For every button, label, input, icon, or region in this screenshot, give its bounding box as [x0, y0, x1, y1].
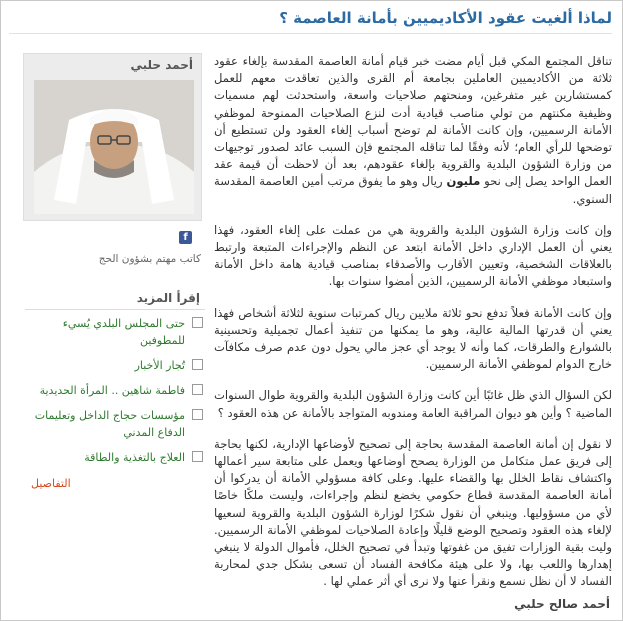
read-more-list	[23, 315, 203, 474]
read-more-item[interactable]: العلاج بالتغذية والطاقة	[23, 449, 203, 466]
read-more-item[interactable]: فاطمة شاهين .. المرأة الحديدية	[23, 382, 203, 399]
read-more-heading: إقرأ المزيد	[136, 291, 200, 305]
author-box	[23, 53, 202, 221]
author-name: أحمد حلبي	[130, 58, 193, 72]
author-sidebar	[23, 53, 202, 221]
checkbox-icon	[192, 359, 203, 370]
paragraph-5: لا نقول إن أمانة العاصمة المقدسة بحاجة إلى تصحيح لأوضاعها الإدارية، لكنها بحاجة إلى فريق عمل متكامل من الوزارة يصحح أوضاعها ويعمل على متابعة سير أعمالها واكتشاف نقاط الخلل بها والقضاء عليها. وعلى كافة مسؤولي الأمانة أن يدركوا أن أمانة العاصمة المقدسة قطاع حكومي يخضع لنظم وإجراءات، وليست ملكًا خاصًا لأي من مسؤوليها. وينبغي أن نقول شكرًا لوزارة الشؤون البلدية والقروية لسعيها لإلغاء هذه العقود وتصحيح الوضع قليلًا وإعادة الصلاحيات لموظفي الأمانة الرسميين. وليت بقية الوزارات تفيق من غفوتها وتبدأ في تصحيح الخلل، فأموال الدولة لا ينبغي إهدارها واللعب بها، ولا على هيئة مكافحة الفساد أن تسعى بشكل جدي لمحاربة الفساد لا أن نظل نسمع ونقرأ عنها ولا نرى أي أثر عملي لها .	[214, 436, 612, 589]
author-caption: كاتب مهتم بشؤون الحج	[98, 253, 201, 265]
article-body	[214, 53, 612, 605]
checkbox-icon	[192, 317, 203, 328]
amount-bold: مليون	[446, 174, 481, 189]
read-more-item[interactable]: مؤسسات حجاج الداخل وتعليمات الدفاع المدني	[23, 407, 203, 441]
read-more-divider	[25, 309, 205, 310]
article-title: لماذا ألغيت عقود الأكاديميين بأمانة العاصمة ؟	[9, 3, 612, 34]
paragraph-3: وإن كانت الأمانة فعلاً تدفع نحو ثلاثة ملايين ريال كمرتبات سنوية لثلاثة أشخاص فهذا يعني أن قدرتها المالية عالية، وهو ما يمكنها من تنفيذ أعمال تجميلية وتحسينية بالشوارع والطرقات، كما وأنه لا يوجد أي عجز مالي يحول دون عدم صرف مكافآت خارج الدوام لموظفي الأمانة الرسميين.	[214, 305, 612, 372]
paragraph-4: لكن السؤال الذي ظل غائبًا أين كانت وزارة الشؤون البلدية والقروية طوال السنوات الماضية ؟ وأين هو ديوان المراقبة العامة ومندوبه المتواجد بالأمانة عن هذه العقود ؟	[214, 388, 612, 420]
article-signature: أحمد صالح حلبي	[514, 597, 610, 611]
read-more-item[interactable]: حتى المجلس البلدي يُسيء للمطوفين	[23, 315, 203, 349]
facebook-icon[interactable]: f	[179, 231, 192, 244]
read-more-item[interactable]: تُجار الأخبار	[23, 357, 203, 374]
checkbox-icon	[192, 451, 203, 462]
paragraph-2: وإن كانت وزارة الشؤون البلدية والقروية هي من عملت على إلغاء العقود، فهذا يعني أن العمل الإداري داخل الأمانة ابتعد عن النظم والإجراءات المتبعة وارتبط بالعلاقات الشخصية، وتعيين الأقارب والأصدقاء بمناصب قيادية هامة داخل الأمانة واستبعاد موظفي الأمانة الرسميين، الذين أمضوا سنوات بها.	[214, 222, 612, 289]
checkbox-icon	[192, 384, 203, 395]
checkbox-icon	[192, 409, 203, 420]
details-link[interactable]: التفاصيل	[31, 477, 71, 490]
author-photo	[34, 80, 194, 214]
paragraph-1: تناقل المجتمع المكي قبل أيام مضت خبر قيام أمانة العاصمة المقدسة بإلغاء عقود ثلاثة من الأكاديميين العاملين بجامعة أم القرى والذين تعاقدت معهم للعمل كمستشارين غير متفرغين، ومنحتهم صلاحيات واسعة، واستحدثت لهم مسميات وظيفية مكنتهم من تولي مناصب قيادية أدت لنزع الصلاحيات الممنوحة لموظفي الأمانة الرسميين، وإن كانت الأمانة لم توضح أسباب إلغاء العقود ولن تستطيع أن توضحها للرأي العام؛ لأنه وفقًا لما تناقله المجتمع فإن السبب عائد لصدور توجيهات من وزارة الشؤون البلدية والقروية بإلغاء عقودهم، بعد أن لاحظت أن قيمة عقد العمل الواحد يصل إلى نحو مليون ريال وهو ما يفوق مرتب أمين العاصمة المقدسة السنوي.	[214, 54, 612, 206]
